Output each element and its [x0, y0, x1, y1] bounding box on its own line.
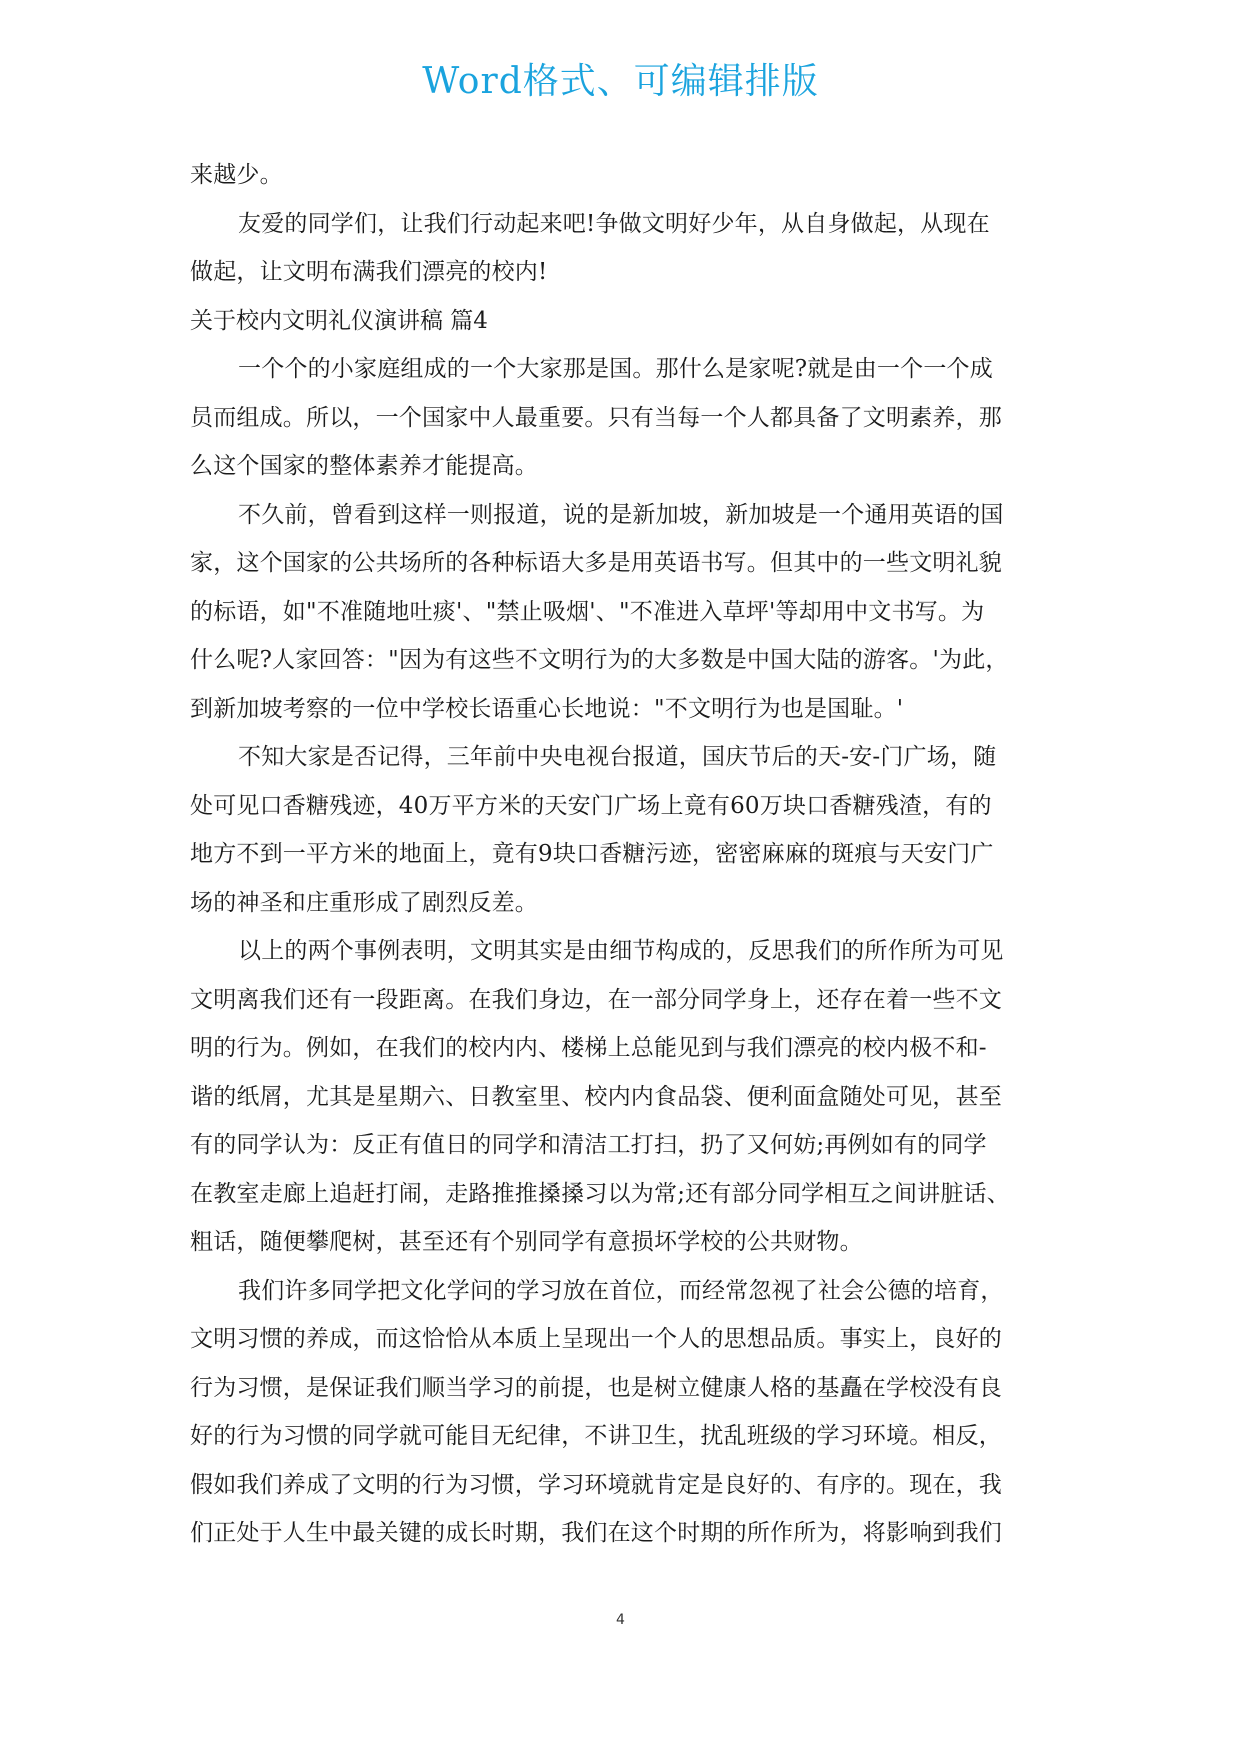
text-line: 什么呢?人家回答："因为有这些不文明行为的大多数是中国大陆的游客。'为此，	[190, 647, 1009, 673]
text-line: 假如我们养成了文明的行为习惯，学习环境就肯定是良好的、有序的。现在，我	[190, 1471, 1002, 1498]
text-line: 在教室走廊上追赶打闹，走路推推搡搡习以为常;还有部分同学相互之间讲脏话、	[190, 1180, 1010, 1207]
paragraph-start-line: 以上的两个事例表明，文明其实是由细节构成的，反思我们的所作所为可见	[238, 938, 1004, 964]
text-line: 谐的纸屑，尤其是星期六、日教室里、校内内食品袋、便利面盒随处可见，甚至	[190, 1083, 1002, 1110]
text-line: 明的行为。例如，在我们的校内内、楼梯上总能见到与我们漂亮的校内极不和-	[190, 1035, 987, 1061]
text-line: 有的同学认为：反正有值日的同学和清洁工打扫，扔了又何妨;再例如有的同学	[190, 1132, 987, 1158]
paragraph-start-line: 不久前，曾看到这样一则报道，说的是新加坡，新加坡是一个通用英语的国	[238, 501, 1004, 528]
document-body	[190, 151, 1052, 1558]
text-line: 文明离我们还有一段距离。在我们身边，在一部分同学身上，还存在着一些不文	[190, 986, 1002, 1013]
text-line: 到新加坡考察的一位中学校长语重心长地说："不文明行为也是国耻。'	[190, 695, 904, 722]
paragraph-start-line: 不知大家是否记得，三年前中央电视台报道，国庆节后的天-安-门广场，随	[238, 744, 997, 770]
text-line: 处可见口香糖残迹，40万平方米的天安门广场上竟有60万块口香糖残渣，有的	[190, 792, 992, 819]
text-line: 做起，让文明布满我们漂亮的校内!	[190, 259, 548, 285]
text-line: 来越少。	[190, 162, 283, 188]
text-line: 们正处于人生中最关键的成长时期，我们在这个时期的所作所为，将影响到我们	[190, 1520, 1002, 1546]
text-line: 粗话，随便攀爬树，甚至还有个别同学有意损坏学校的公共财物。	[190, 1229, 863, 1255]
page-number: 4	[616, 1612, 625, 1628]
text-line: 地方不到一平方米的地面上，竟有9块口香糖污迹，密密麻麻的斑痕与天安门广	[190, 841, 994, 867]
text-line: 家，这个国家的公共场所的各种标语大多是用英语书写。但其中的一些文明礼貌	[190, 550, 1002, 576]
section-heading: 关于校内文明礼仪演讲稿 篇4	[190, 307, 488, 334]
paragraph-start-line: 我们许多同学把文化学问的学习放在首位，而经常忽视了社会公德的培育，	[238, 1277, 1004, 1304]
text-line: 员而组成。所以，一个国家中人最重要。只有当每一个人都具备了文明素养，那	[190, 404, 1002, 431]
paragraph-start-line: 一个个的小家庭组成的一个大家那是国。那什么是家呢?就是由一个一个成	[238, 356, 993, 382]
page-header-title: Word格式、可编辑排版	[422, 61, 819, 102]
text-line: 场的神圣和庄重形成了剧烈反差。	[190, 889, 538, 916]
text-line: 文明习惯的养成，而这恰恰从本质上呈现出一个人的思想品质。事实上，良好的	[190, 1326, 1002, 1352]
text-line: 行为习惯，是保证我们顺当学习的前提，也是树立健康人格的基矗在学校没有良	[190, 1374, 1002, 1401]
text-line: 的标语，如"不准随地吐痰'、"禁止吸烟'、"不准进入草坪'等却用中文书写。为	[190, 598, 985, 625]
text-line: 好的行为习惯的同学就可能目无纪律，不讲卫生，扰乱班级的学习环境。相反，	[190, 1423, 1002, 1449]
paragraph-start-line: 友爱的同学们，让我们行动起来吧!争做文明好少年，从自身做起，从现在	[238, 210, 990, 237]
text-line: 么这个国家的整体素养才能提高。	[190, 453, 538, 479]
